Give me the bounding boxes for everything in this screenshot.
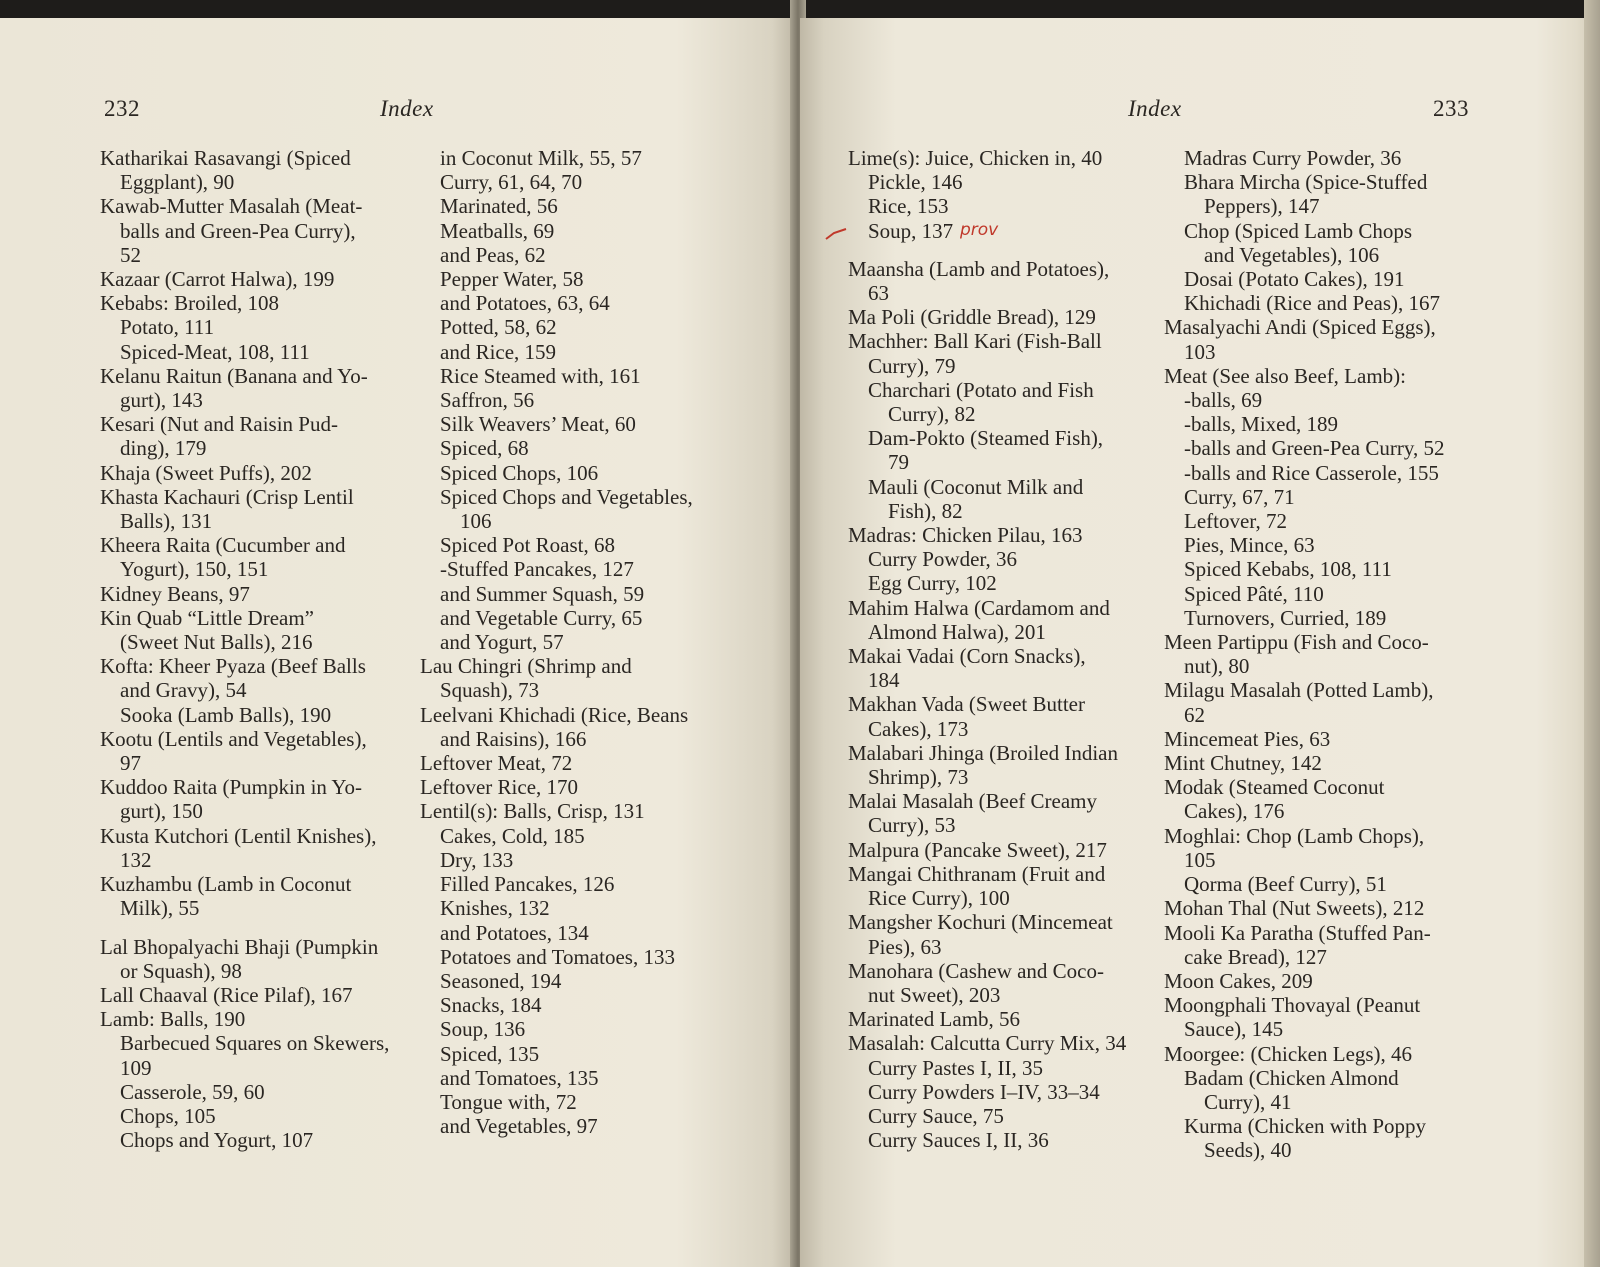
index-entry: Potatoes and Tomatoes, 133 <box>440 944 675 969</box>
index-entry: Rice, 153 <box>868 194 949 219</box>
left-page-number: 232 <box>104 96 140 121</box>
index-entry: Modak (Steamed Coconut <box>1164 775 1385 800</box>
index-entry: Soup, 136 <box>440 1017 526 1042</box>
index-entry: Marinated, 56 <box>440 194 558 219</box>
index-entry: Spiced Chops, 106 <box>440 460 599 485</box>
index-entry: and Vegetables), 106 <box>1204 242 1380 267</box>
index-entry: -balls and Green-Pea Curry, 52 <box>1184 436 1445 461</box>
index-entry: Curry, 61, 64, 70 <box>440 170 583 195</box>
index-entry: Spiced, 135 <box>440 1041 540 1066</box>
index-entry: Ma Poli (Griddle Bread), 129 <box>848 305 1096 330</box>
index-entry: Curry Powders I–IV, 33–34 <box>868 1079 1100 1104</box>
right-index-column-2 <box>1164 146 1494 1163</box>
index-entry: Snacks, 184 <box>440 993 542 1018</box>
index-entry: -balls, 69 <box>1184 388 1263 413</box>
index-entry: Dry, 133 <box>440 847 514 872</box>
index-entry: Cakes, Cold, 185 <box>440 823 585 848</box>
index-entry: Spiced Chops and Vegetables, <box>440 484 693 509</box>
index-entry: Madras Curry Powder, 36 <box>1184 146 1402 170</box>
index-entry: Chops and Yogurt, 107 <box>120 1128 314 1153</box>
index-entry: (Sweet Nut Balls), 216 <box>120 630 313 655</box>
index-entry: Mohan Thal (Nut Sweets), 212 <box>1164 896 1425 921</box>
index-entry: Kidney Beans, 97 <box>100 581 250 606</box>
index-entry: Spiced-Meat, 108, 111 <box>120 339 310 364</box>
checkmark-annotation <box>824 223 854 247</box>
left-running-head: Index <box>380 96 434 121</box>
index-entry: 105 <box>1184 847 1216 872</box>
index-entry: Potato, 111 <box>120 315 215 340</box>
index-entry: Potted, 58, 62 <box>440 315 557 340</box>
index-entry: 106 <box>460 509 492 534</box>
index-entry: and Yogurt, 57 <box>440 630 564 655</box>
index-entry: and Vegetable Curry, 65 <box>440 605 643 630</box>
index-entry: Leftover Rice, 170 <box>420 775 579 800</box>
index-entry: 132 <box>120 847 152 872</box>
index-entry: Kebabs: Broiled, 108 <box>100 291 280 316</box>
index-entry: Casserole, 59, 60 <box>120 1079 265 1104</box>
index-entry: and Summer Squash, 59 <box>440 581 645 606</box>
index-entry: Fish), 82 <box>888 498 963 523</box>
handwritten-note: prov <box>960 220 999 240</box>
index-entry: Curry), 82 <box>888 402 976 427</box>
index-entry: Pickle, 146 <box>868 170 963 195</box>
index-entry: Kofta: Kheer Pyaza (Beef Balls <box>100 654 366 679</box>
left-page <box>0 18 796 1267</box>
index-entry: -balls and Rice Casserole, 155 <box>1184 460 1439 485</box>
index-entry: Kheera Raita (Cucumber and <box>100 533 346 558</box>
index-entry: 103 <box>1184 339 1216 364</box>
index-entry: and Tomatoes, 135 <box>440 1065 599 1090</box>
index-entry: Lall Chaaval (Rice Pilaf), 167 <box>100 982 353 1007</box>
index-entry: Moongphali Thovayal (Peanut <box>1164 993 1421 1018</box>
right-page <box>800 18 1600 1267</box>
left-index-column-1 <box>100 146 410 1152</box>
index-entry: Yogurt), 150, 151 <box>120 557 269 582</box>
index-entry: Turnovers, Curried, 189 <box>1184 605 1387 630</box>
page-edge <box>1584 0 1600 1267</box>
index-entry: Pies, Mince, 63 <box>1184 533 1315 558</box>
index-entry: Malai Masalah (Beef Creamy <box>848 789 1097 814</box>
index-entry: Kelanu Raitun (Banana and Yo- <box>100 363 368 388</box>
index-entry: cake Bread), 127 <box>1184 944 1327 969</box>
index-entry: Almond Halwa), 201 <box>868 619 1046 644</box>
index-entry: Soup, 137 <box>868 218 954 243</box>
index-entry: Bhara Mircha (Spice-Stuffed <box>1184 170 1428 195</box>
index-entry: Meat (See also Beef, Lamb): <box>1164 363 1406 388</box>
index-entry: Curry), 79 <box>868 353 956 378</box>
index-entry: -balls, Mixed, 189 <box>1184 412 1338 437</box>
index-entry: Kazaar (Carrot Halwa), 199 <box>100 267 335 292</box>
index-entry: Leftover, 72 <box>1184 509 1287 534</box>
index-entry: Mahim Halwa (Cardamom and <box>848 595 1110 620</box>
index-entry: Mauli (Coconut Milk and <box>868 474 1084 499</box>
index-entry: Egg Curry, 102 <box>868 571 997 596</box>
index-entry: Charchari (Potato and Fish <box>868 377 1094 402</box>
index-entry: Rice Curry), 100 <box>868 886 1010 911</box>
index-entry: Dam-Pokto (Steamed Fish), <box>868 426 1104 451</box>
index-entry: Lal Bhopalyachi Bhaji (Pumpkin <box>100 934 379 959</box>
index-entry: Kuddoo Raita (Pumpkin in Yo- <box>100 775 362 800</box>
index-entry: Masalyachi Andi (Spiced Eggs), <box>1164 315 1436 340</box>
index-entry: Moghlai: Chop (Lamb Chops), <box>1164 823 1425 848</box>
left-index-column-2 <box>420 146 740 1138</box>
index-entry: Meatballs, 69 <box>440 218 555 243</box>
index-entry: Milk), 55 <box>120 896 200 921</box>
index-entry: in Coconut Milk, 55, 57 <box>440 146 642 170</box>
index-entry: and Raisins), 166 <box>440 726 587 751</box>
index-entry: Mangai Chithranam (Fruit and <box>848 861 1106 886</box>
index-entry: Chop (Spiced Lamb Chops <box>1184 218 1413 243</box>
index-entry: balls and Green-Pea Curry), <box>120 218 356 243</box>
index-entry: 63 <box>868 281 889 306</box>
index-entry: Lime(s): Juice, Chicken in, 40 <box>848 146 1103 170</box>
index-entry: Dosai (Potato Cakes), 191 <box>1184 267 1405 292</box>
index-entry: Curry Sauces I, II, 36 <box>868 1128 1049 1153</box>
index-entry: Kin Quab “Little Dream” <box>100 605 314 630</box>
index-entry: Sauce), 145 <box>1184 1017 1284 1042</box>
index-entry: Malabari Jhinga (Broiled Indian <box>848 740 1119 765</box>
index-entry: Kawab-Mutter Masalah (Meat- <box>100 194 363 219</box>
index-entry: Mint Chutney, 142 <box>1164 751 1322 776</box>
index-entry: nut), 80 <box>1184 654 1250 679</box>
index-entry: Lamb: Balls, 190 <box>100 1007 246 1032</box>
index-entry: Leelvani Khichadi (Rice, Beans <box>420 702 689 727</box>
index-entry: Rice Steamed with, 161 <box>440 363 641 388</box>
index-entry: and Gravy), 54 <box>120 678 247 703</box>
index-entry: 79 <box>888 450 909 475</box>
index-entry: Sooka (Lamb Balls), 190 <box>120 702 332 727</box>
index-entry: Squash), 73 <box>440 678 540 703</box>
index-entry: 97 <box>120 751 141 776</box>
index-entry: Knishes, 132 <box>440 896 550 921</box>
index-entry: Lau Chingri (Shrimp and <box>420 654 632 679</box>
index-entry: Cakes), 173 <box>868 716 969 741</box>
index-entry: nut Sweet), 203 <box>868 982 1001 1007</box>
index-entry: Kesari (Nut and Raisin Pud- <box>100 412 338 437</box>
index-entry: Badam (Chicken Almond <box>1184 1065 1399 1090</box>
index-entry: Moorgee: (Chicken Legs), 46 <box>1164 1041 1413 1066</box>
index-entry: Khasta Kachauri (Crisp Lentil <box>100 484 354 509</box>
index-entry: Curry), 53 <box>868 813 956 838</box>
index-entry: Madras: Chicken Pilau, 163 <box>848 523 1083 548</box>
index-entry: Meen Partippu (Fish and Coco- <box>1164 630 1429 655</box>
index-entry: Curry Sauce, 75 <box>868 1103 1004 1128</box>
index-entry: Masalah: Calcutta Curry Mix, 34 <box>848 1031 1127 1056</box>
index-entry: Chops, 105 <box>120 1103 216 1128</box>
index-entry: Khichadi (Rice and Peas), 167 <box>1184 291 1441 316</box>
index-entry: gurt), 150 <box>120 799 203 824</box>
index-entry: Kusta Kutchori (Lentil Knishes), <box>100 823 377 848</box>
index-entry: and Peas, 62 <box>440 242 546 267</box>
index-entry: Moon Cakes, 209 <box>1164 968 1313 993</box>
index-entry: Kuzhambu (Lamb in Coconut <box>100 872 352 897</box>
index-entry: Mangsher Kochuri (Mincemeat <box>848 910 1113 935</box>
index-entry: Peppers), 147 <box>1204 194 1320 219</box>
index-entry: Kootu (Lentils and Vegetables), <box>100 726 367 751</box>
index-entry: Shrimp), 73 <box>868 765 969 790</box>
index-entry: gurt), 143 <box>120 388 203 413</box>
index-entry: 62 <box>1184 702 1205 727</box>
index-entry: Kurma (Chicken with Poppy <box>1184 1114 1427 1139</box>
index-entry: and Potatoes, 134 <box>440 920 589 945</box>
index-entry: 109 <box>120 1055 152 1080</box>
index-entry: Manohara (Cashew and Coco- <box>848 958 1104 983</box>
index-entry: Qorma (Beef Curry), 51 <box>1184 872 1387 897</box>
index-entry: Spiced, 68 <box>440 436 529 461</box>
index-entry: Marinated Lamb, 56 <box>848 1007 1021 1032</box>
right-index-column-1 <box>848 146 1178 1152</box>
index-entry: or Squash), 98 <box>120 958 242 983</box>
index-entry: and Rice, 159 <box>440 339 557 364</box>
index-entry: and Vegetables, 97 <box>440 1114 598 1139</box>
index-entry: Maansha (Lamb and Potatoes), <box>848 256 1110 281</box>
index-entry: Spiced Kebabs, 108, 111 <box>1184 557 1392 582</box>
index-entry: Silk Weavers’ Meat, 60 <box>440 412 636 437</box>
index-entry: Pies), 63 <box>868 934 942 959</box>
right-page-number: 233 <box>1433 96 1469 121</box>
index-entry: Eggplant), 90 <box>120 170 235 195</box>
index-entry: Makhan Vada (Sweet Butter <box>848 692 1085 717</box>
index-entry: -Stuffed Pancakes, 127 <box>440 557 634 582</box>
index-entry: Leftover Meat, 72 <box>420 751 573 776</box>
index-entry: ding), 179 <box>120 436 207 461</box>
index-entry: Pepper Water, 58 <box>440 267 584 292</box>
index-entry: Milagu Masalah (Potted Lamb), <box>1164 678 1434 703</box>
index-entry: Spiced Pâté, 110 <box>1184 581 1324 606</box>
index-entry: Saffron, 56 <box>440 388 535 413</box>
index-entry: Machher: Ball Kari (Fish-Ball <box>848 329 1102 354</box>
index-entry: Seeds), 40 <box>1204 1138 1292 1163</box>
index-entry: 52 <box>120 242 141 267</box>
index-entry: Cakes), 176 <box>1184 799 1285 824</box>
index-entry: Filled Pancakes, 126 <box>440 872 615 897</box>
index-entry: Curry Pastes I, II, 35 <box>868 1055 1043 1080</box>
index-entry: Malpura (Pancake Sweet), 217 <box>848 837 1107 862</box>
index-entry: Tongue with, 72 <box>440 1089 577 1114</box>
index-entry: Lentil(s): Balls, Crisp, 131 <box>420 799 645 824</box>
index-entry: Spiced Pot Roast, 68 <box>440 533 616 558</box>
index-entry: Curry), 41 <box>1204 1089 1292 1114</box>
index-entry: Khaja (Sweet Puffs), 202 <box>100 460 312 485</box>
index-entry: Mincemeat Pies, 63 <box>1164 726 1331 751</box>
index-entry: Seasoned, 194 <box>440 968 562 993</box>
index-entry: 184 <box>868 668 900 693</box>
index-entry: and Potatoes, 63, 64 <box>440 291 610 316</box>
index-entry: Curry Powder, 36 <box>868 547 1018 572</box>
index-entry: Makai Vadai (Corn Snacks), <box>848 644 1086 669</box>
right-running-head: Index <box>1128 96 1182 121</box>
index-entry: Balls), 131 <box>120 509 213 534</box>
index-entry: Barbecued Squares on Skewers, <box>120 1031 390 1056</box>
index-entry: Mooli Ka Paratha (Stuffed Pan- <box>1164 920 1431 945</box>
index-entry: Curry, 67, 71 <box>1184 484 1295 509</box>
index-entry: Katharikai Rasavangi (Spiced <box>100 146 351 170</box>
